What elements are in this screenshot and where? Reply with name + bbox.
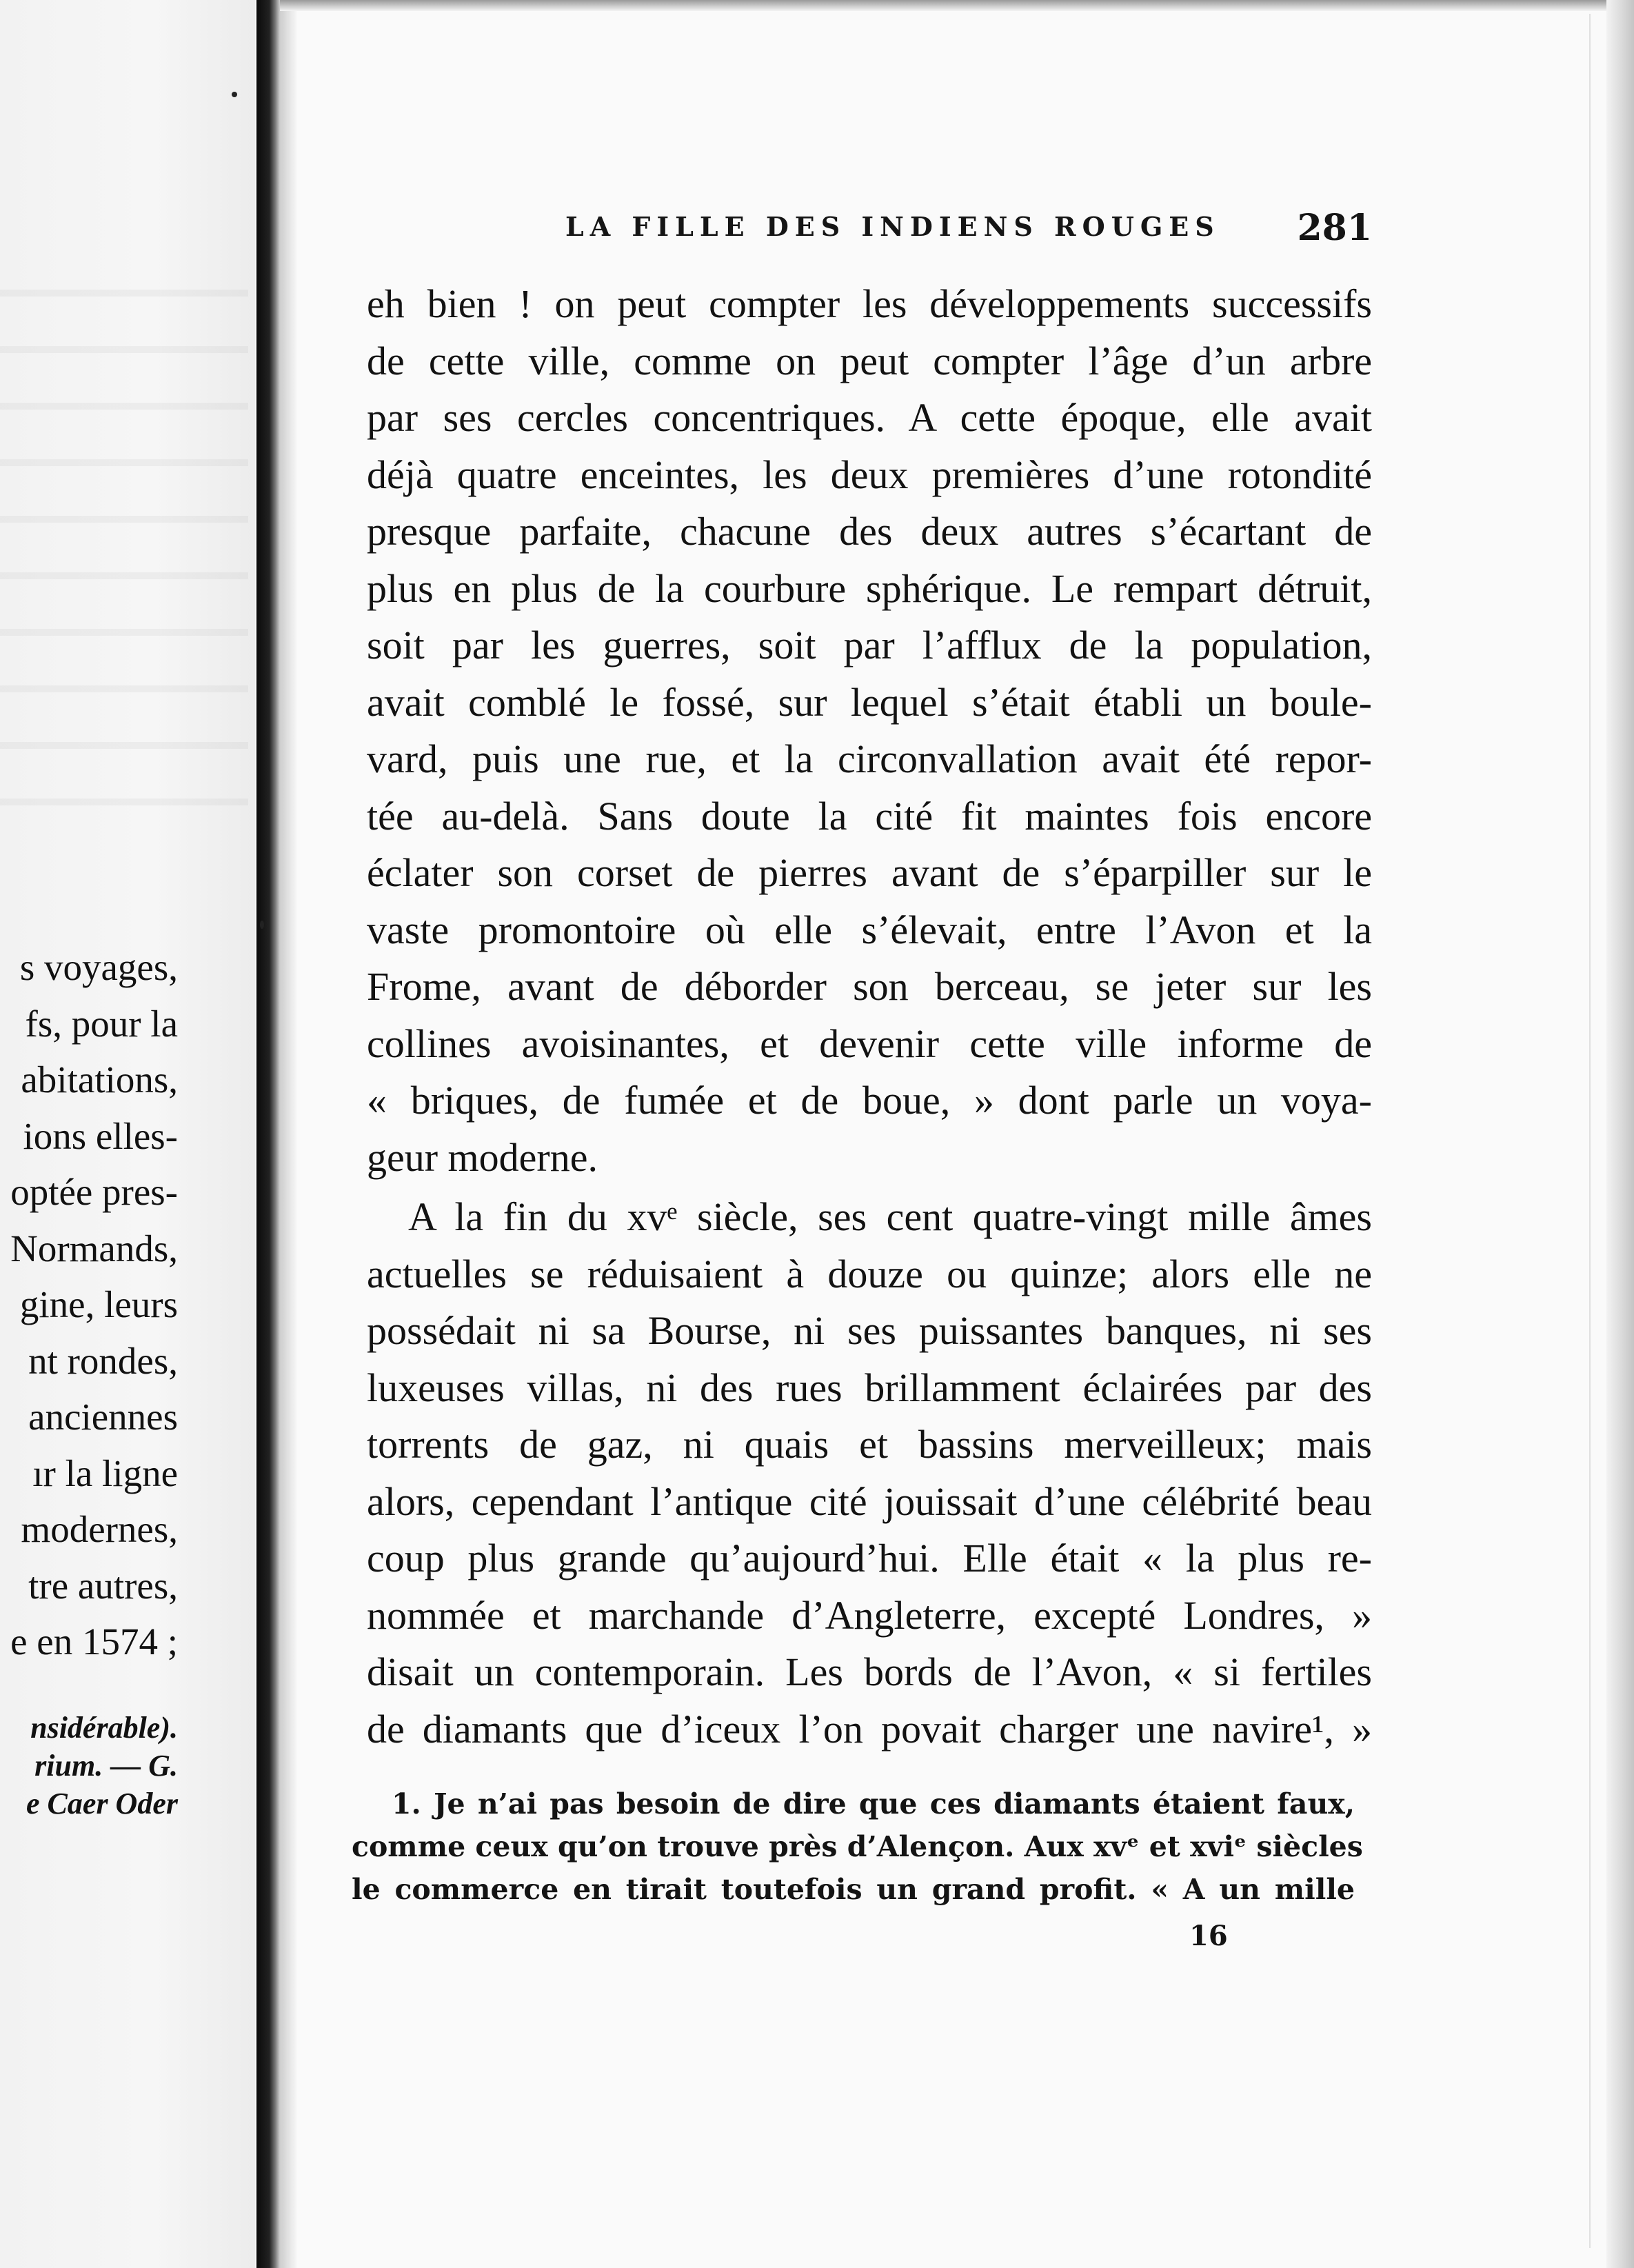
text-line: de cette ville, comme on peut compter l’âge d’un arbre	[367, 338, 1372, 383]
text-line: plus en plus de la courbure sphérique. Le rempart détruit,	[367, 565, 1372, 611]
left-note-line: rium. — G.	[34, 1749, 178, 1783]
text-line: A la fin du xvᵉ siècle, ses cent quatre-vingt mille âmes	[408, 1194, 1372, 1239]
text-line: avait comblé le fossé, sur lequel s’était établi un boule-	[367, 679, 1372, 725]
left-line: optée pres-	[10, 1171, 178, 1213]
text-line: vaste promontoire où elle s’élevait, entre l’Avon et la	[367, 907, 1372, 952]
left-page-footnotes	[0, 1709, 178, 1823]
left-line: anciennes	[28, 1396, 178, 1438]
text-line: geur moderne.	[367, 1134, 598, 1180]
left-line: Normands,	[10, 1227, 178, 1270]
book-gutter	[256, 0, 280, 2268]
gutter-shadow	[280, 0, 298, 2268]
left-facing-page	[0, 0, 255, 2268]
footnote-line: comme ceux qu’on trouve près d’Alençon. Aux xvᵉ et xviᵉ siècles	[352, 1830, 1363, 1863]
text-line: « briques, de fumée et de boue, » dont parle un voya-	[367, 1078, 1372, 1123]
text-line: presque parfaite, chacune des deux autres s’écartant de	[367, 509, 1372, 554]
scan-speck	[260, 921, 264, 929]
left-line: s voyages,	[19, 946, 178, 988]
text-line: par ses cercles concentriques. A cette époque, elle avait	[367, 395, 1372, 440]
left-note-line: e Caer Oder	[26, 1787, 178, 1820]
scan-speck	[232, 92, 237, 97]
running-title: LA FILLE DES INDIENS ROUGES	[565, 211, 1220, 242]
signature-mark: 16	[1189, 1920, 1228, 1952]
page-header	[565, 207, 1379, 248]
text-line: soit par les guerres, soit par l’afflux de la population,	[367, 623, 1372, 668]
text-line: alors, cependant l’antique cité jouissait d’une célébrité beau	[367, 1478, 1372, 1524]
left-page-text	[0, 939, 178, 1670]
text-line: de diamants que d’iceux l’on povait charger une navire¹, »	[367, 1706, 1372, 1752]
footnote	[352, 1783, 1363, 1911]
left-line: fs, pour la	[25, 1002, 178, 1045]
text-line: disait un contemporain. Les bords de l’Avon, « si fertiles	[367, 1649, 1372, 1694]
page-fold-line	[1589, 14, 1591, 2248]
main-text	[367, 276, 1372, 1758]
text-line: nommée et marchande d’Angleterre, excepté Londres, »	[367, 1592, 1372, 1638]
text-line: Frome, avant de déborder son berceau, se jeter sur les	[367, 964, 1372, 1009]
page-right-edge	[1606, 0, 1634, 2268]
left-line: abitations,	[21, 1058, 178, 1101]
text-line: coup plus grande qu’aujourd’hui. Elle était « la plus re-	[367, 1536, 1372, 1580]
left-line: ır la ligne	[32, 1452, 178, 1494]
text-line: eh bien ! on peut compter les développements successifs	[367, 281, 1372, 326]
text-line: possédait ni sa Bourse, ni ses puissantes banques, ni ses	[367, 1308, 1372, 1353]
page-top-edge	[280, 0, 1634, 11]
left-line: gine, leurs	[19, 1283, 178, 1325]
footnote-line: le commerce en tirait toutefois un grand profit. « A un mille	[352, 1873, 1355, 1906]
text-line: collines avoisinantes, et devenir cette ville informe de	[367, 1021, 1372, 1066]
text-line: torrents de gaz, ni quais et bassins merveilleux; mais	[367, 1422, 1372, 1467]
left-line: ions elles-	[23, 1114, 178, 1157]
left-note-line: nsidérable).	[30, 1711, 178, 1745]
footnote-line: 1. Je n’ai pas besoin de dire que ces diamants étaient faux,	[392, 1787, 1355, 1820]
left-line: nt rondes,	[28, 1339, 178, 1382]
text-line: éclater son corset de pierres avant de s’éparpiller sur le	[367, 850, 1372, 895]
left-line: modernes,	[21, 1508, 178, 1550]
text-line: vard, puis une rue, et la circonvallation avait été repor-	[367, 736, 1372, 781]
text-line: tée au-delà. Sans doute la cité fit maintes fois encore	[367, 793, 1372, 839]
left-line: tre autres,	[28, 1564, 178, 1607]
text-line: déjà quatre enceintes, les deux premières d’une rotondité	[367, 452, 1372, 497]
page-number: 281	[1297, 207, 1372, 249]
left-line: e en 1574 ;	[10, 1620, 178, 1663]
text-line: luxeuses villas, ni des rues brillamment éclairées par des	[367, 1365, 1372, 1410]
text-line: actuelles se réduisaient à douze ou quinze; alors elle ne	[367, 1251, 1372, 1296]
bleed-through-text	[0, 248, 248, 855]
